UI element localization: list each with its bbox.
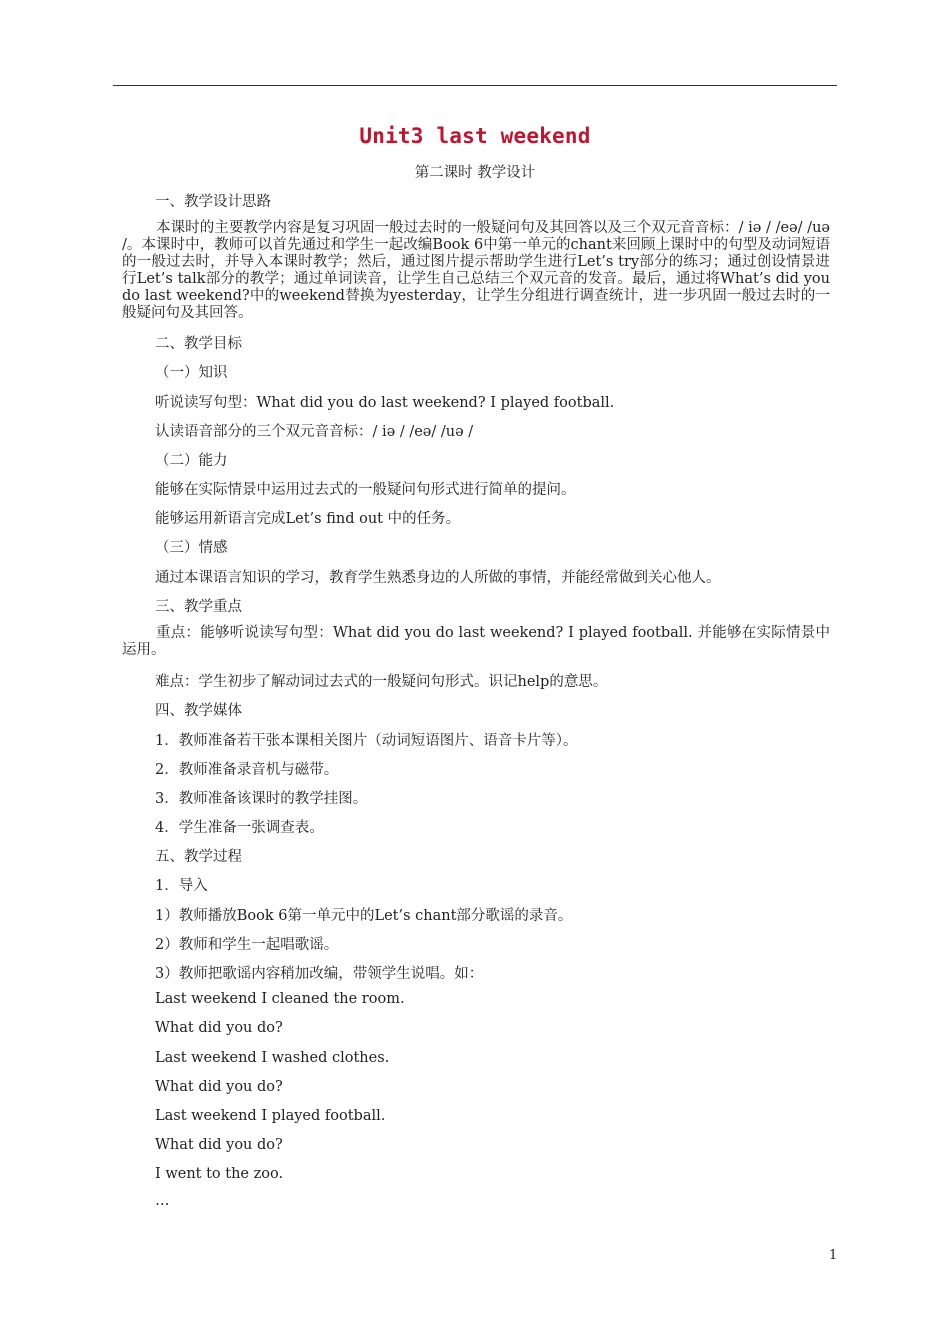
- section-heading: 一、教学设计思路: [155, 194, 271, 210]
- document-title: Unit3 last weekend: [359, 124, 591, 148]
- chant-line: I went to the zoo.: [155, 1166, 284, 1182]
- subsection-heading: （一）知识: [155, 365, 228, 381]
- list-item: 1）教师播放Book 6第一单元中的Let’s chant部分歌谣的录音。: [155, 908, 573, 924]
- text-line: 通过本课语言知识的学习，教育学生熟悉身边的人所做的事情，并能经常做到关心他人。: [155, 570, 721, 586]
- paragraph: 本课时的主要教学内容是复习巩固一般过去时的一般疑问句及其回答以及三个双元音音标：/ iə / /eə/ /uə /。本课时中，教师可以首先通过和学生一起改编Book 6中第一单元的chant来回顾上课时中的句型及动词短语的一般过去时，并导入本课时教学；然后，通过图片提示帮助学生进行Let’s try部分的练习；通过创设情景进行Let’s talk部分的教学；通过单词读音，让学生自己总结三个双元音的发音。最后，通过将What’s did you do last weekend?中的weekend替换为yesterday，让学生分组进行调查统计，进一步巩固一般过去时的一般疑问句及其回答。: [122, 220, 830, 321]
- text-line: 能够在实际情景中运用过去式的一般疑问句形式进行简单的提问。: [155, 482, 576, 498]
- step-heading: 1．导入: [155, 878, 208, 894]
- page-number: 1: [829, 1248, 838, 1263]
- section-heading: 二、教学目标: [155, 336, 242, 352]
- text-line: 能够运用新语言完成Let’s find out 中的任务。: [155, 511, 461, 527]
- list-item: 2）教师和学生一起唱歌谣。: [155, 937, 339, 953]
- ellipsis: …: [155, 1193, 170, 1209]
- list-item: 3．教师准备该课时的教学挂图。: [155, 791, 368, 807]
- section-heading: 三、教学重点: [155, 599, 242, 615]
- text-line: 听说读写句型：What did you do last weekend? I played football.: [155, 395, 615, 411]
- text-line: 难点：学生初步了解动词过去式的一般疑问句形式。识记help的意思。: [155, 674, 608, 690]
- list-item: 3）教师把歌谣内容稍加改编，带领学生说唱。如：: [155, 966, 484, 982]
- list-item: 1．教师准备若干张本课相关图片（动词短语图片、语音卡片等）。: [155, 733, 578, 749]
- paragraph: 重点：能够听说读写句型：What did you do last weekend? I played football. 并能够在实际情景中运用。: [122, 625, 830, 658]
- chant-line: Last weekend I washed clothes.: [155, 1050, 390, 1066]
- text-line: 认读语音部分的三个双元音音标：/ iə / /eə/ /uə /: [155, 424, 474, 440]
- list-item: 2．教师准备录音机与磁带。: [155, 762, 339, 778]
- subsection-heading: （三）情感: [155, 540, 228, 556]
- section-heading: 四、教学媒体: [155, 703, 242, 719]
- chant-line: What did you do?: [155, 1020, 283, 1036]
- header-rule: [113, 85, 837, 86]
- chant-line: What did you do?: [155, 1137, 283, 1153]
- section-heading: 五、教学过程: [155, 849, 242, 865]
- document-subtitle: 第二课时 教学设计: [414, 165, 536, 181]
- chant-line: What did you do?: [155, 1079, 283, 1095]
- subsection-heading: （二）能力: [155, 453, 228, 469]
- chant-line: Last weekend I played football.: [155, 1108, 386, 1124]
- chant-line: Last weekend I cleaned the room.: [155, 991, 405, 1007]
- list-item: 4．学生准备一张调查表。: [155, 820, 324, 836]
